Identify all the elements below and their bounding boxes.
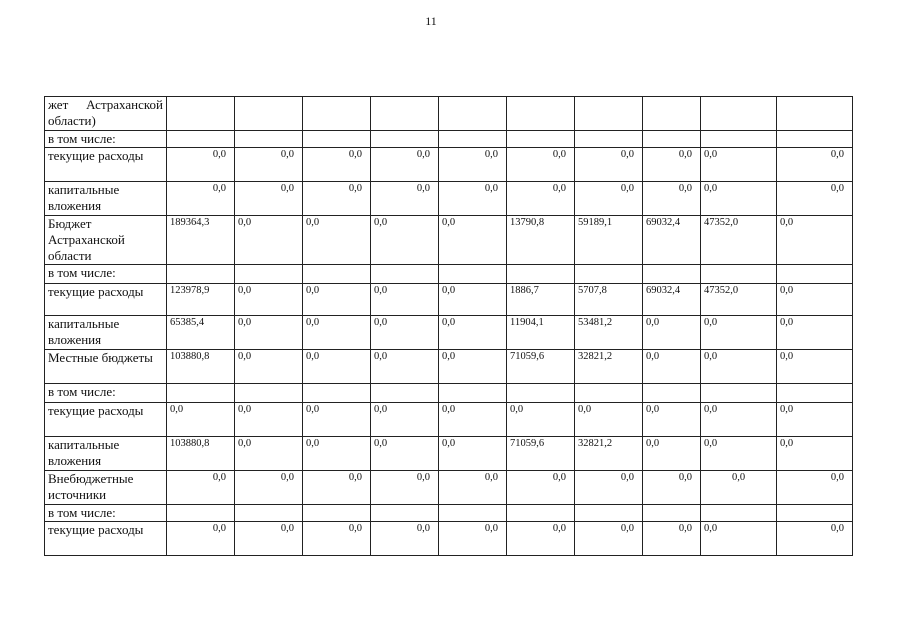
row-label: Бюджет Астраханской области: [45, 216, 167, 265]
table-row: [45, 384, 853, 403]
table-cell: [167, 505, 235, 522]
table-cell: 0,0: [235, 316, 303, 350]
table-cell: 0,0: [643, 437, 701, 471]
table-cell: 0,0: [777, 284, 853, 316]
page-number: 11: [425, 14, 437, 28]
table-cell: 0,0: [507, 182, 575, 216]
table-cell: [371, 505, 439, 522]
table-cell: 0,0: [777, 148, 853, 182]
table-cell: [439, 265, 507, 284]
row-label: текущие расходы: [45, 148, 167, 182]
table-cell: [235, 265, 303, 284]
table-cell: [643, 384, 701, 403]
table-cell: [643, 131, 701, 148]
table-cell: 0,0: [371, 522, 439, 556]
table-cell: 69032,4: [643, 216, 701, 265]
table-cell: [701, 265, 777, 284]
table-cell: 0,0: [777, 316, 853, 350]
table-cell: [575, 97, 643, 131]
row-label: капитальные вложения: [45, 316, 167, 350]
row-label: в том числе:: [45, 265, 167, 284]
table-cell: 0,0: [701, 182, 777, 216]
table-cell: 0,0: [371, 403, 439, 437]
table-cell: [371, 131, 439, 148]
table-cell: 0,0: [777, 350, 853, 384]
table-cell: [575, 505, 643, 522]
table-cell: 103880,8: [167, 437, 235, 471]
table-row: [45, 350, 853, 384]
table-row: [45, 471, 853, 505]
table-cell: [643, 265, 701, 284]
table-cell: 47352,0: [701, 216, 777, 265]
row-label: в том числе:: [45, 505, 167, 522]
table-cell: [167, 265, 235, 284]
table-row: [45, 265, 853, 284]
table-cell: [507, 97, 575, 131]
table-cell: 103880,8: [167, 350, 235, 384]
table-cell: 0,0: [303, 182, 371, 216]
table-cell: [235, 97, 303, 131]
table-row: [45, 182, 853, 216]
table-cell: [507, 384, 575, 403]
table-cell: 69032,4: [643, 284, 701, 316]
table-cell: [167, 131, 235, 148]
table-cell: 0,0: [701, 316, 777, 350]
row-label: жет Астраханской области): [45, 97, 167, 131]
row-label: в том числе:: [45, 384, 167, 403]
table-cell: 0,0: [643, 148, 701, 182]
table-cell: 0,0: [701, 522, 777, 556]
table-cell: [303, 131, 371, 148]
table-cell: 0,0: [439, 522, 507, 556]
table-cell: 0,0: [235, 522, 303, 556]
table-cell: [777, 97, 853, 131]
table-cell: 0,0: [371, 350, 439, 384]
table-cell: 0,0: [643, 182, 701, 216]
table-row: [45, 97, 853, 131]
table-cell: [701, 97, 777, 131]
row-label: в том числе:: [45, 131, 167, 148]
table-cell: 123978,9: [167, 284, 235, 316]
row-label: текущие расходы: [45, 403, 167, 437]
table-row: [45, 148, 853, 182]
table-cell: 0,0: [235, 284, 303, 316]
table-cell: 0,0: [303, 284, 371, 316]
table-cell: [777, 505, 853, 522]
table-row: [45, 403, 853, 437]
table-cell: 0,0: [701, 471, 777, 505]
table-cell: 0,0: [439, 437, 507, 471]
table-cell: [777, 265, 853, 284]
table-cell: [507, 131, 575, 148]
table-cell: [439, 505, 507, 522]
table-cell: [235, 131, 303, 148]
table-cell: 5707,8: [575, 284, 643, 316]
table-cell: 0,0: [235, 471, 303, 505]
table-cell: 0,0: [439, 284, 507, 316]
table-cell: 0,0: [507, 148, 575, 182]
table-cell: 32821,2: [575, 437, 643, 471]
table-cell: [371, 97, 439, 131]
table-cell: [371, 265, 439, 284]
table-cell: 0,0: [303, 316, 371, 350]
table-cell: 0,0: [235, 182, 303, 216]
table-cell: [701, 384, 777, 403]
table-cell: 0,0: [371, 437, 439, 471]
table-cell: [439, 384, 507, 403]
table-cell: [701, 131, 777, 148]
table-cell: 0,0: [167, 148, 235, 182]
table-cell: 0,0: [439, 316, 507, 350]
table-cell: 0,0: [575, 403, 643, 437]
table-cell: [575, 131, 643, 148]
table-cell: 0,0: [643, 316, 701, 350]
table-cell: 0,0: [371, 148, 439, 182]
table-cell: [701, 505, 777, 522]
table-cell: [507, 265, 575, 284]
table-cell: [167, 97, 235, 131]
table-cell: 189364,3: [167, 216, 235, 265]
table-cell: [371, 384, 439, 403]
table-cell: 0,0: [575, 182, 643, 216]
table-cell: 11904,1: [507, 316, 575, 350]
table-cell: 1886,7: [507, 284, 575, 316]
table-cell: 0,0: [439, 216, 507, 265]
table-cell: 0,0: [777, 403, 853, 437]
table-cell: 0,0: [701, 148, 777, 182]
table-cell: 13790,8: [507, 216, 575, 265]
table-cell: 59189,1: [575, 216, 643, 265]
table-cell: 0,0: [303, 471, 371, 505]
table-cell: 0,0: [303, 522, 371, 556]
table-cell: 0,0: [701, 437, 777, 471]
table-cell: 0,0: [643, 471, 701, 505]
table-cell: 0,0: [643, 522, 701, 556]
table-cell: 53481,2: [575, 316, 643, 350]
row-label: капитальные вложения: [45, 182, 167, 216]
table-cell: [777, 131, 853, 148]
table-cell: 0,0: [439, 182, 507, 216]
table-cell: 0,0: [235, 350, 303, 384]
table-cell: 0,0: [371, 316, 439, 350]
table-cell: 0,0: [575, 471, 643, 505]
row-label: Внебюджетные источники: [45, 471, 167, 505]
table-cell: 0,0: [167, 403, 235, 437]
row-label: капитальные вложения: [45, 437, 167, 471]
table-cell: [235, 505, 303, 522]
table-cell: 0,0: [507, 522, 575, 556]
table-cell: 0,0: [371, 471, 439, 505]
table-cell: 0,0: [439, 148, 507, 182]
table-cell: [507, 505, 575, 522]
table-cell: [439, 131, 507, 148]
table-cell: 0,0: [235, 216, 303, 265]
table-cell: [439, 97, 507, 131]
table-cell: 0,0: [439, 350, 507, 384]
table-row: [45, 505, 853, 522]
table-cell: [303, 97, 371, 131]
table-cell: 0,0: [643, 403, 701, 437]
table-row: [45, 437, 853, 471]
table-cell: 0,0: [303, 216, 371, 265]
table-cell: 71059,6: [507, 437, 575, 471]
table-cell: 0,0: [701, 350, 777, 384]
table-row: [45, 522, 853, 556]
table-cell: 71059,6: [507, 350, 575, 384]
table-cell: 0,0: [303, 437, 371, 471]
table-cell: [235, 384, 303, 403]
table-row: [45, 216, 853, 265]
table-cell: [575, 265, 643, 284]
table-row: [45, 316, 853, 350]
table-cell: 0,0: [167, 522, 235, 556]
row-label: текущие расходы: [45, 284, 167, 316]
table-cell: 47352,0: [701, 284, 777, 316]
table-cell: 0,0: [507, 403, 575, 437]
budget-table: [44, 96, 853, 556]
table-cell: 0,0: [371, 216, 439, 265]
table-cell: 0,0: [371, 284, 439, 316]
table-cell: [643, 505, 701, 522]
table-row: [45, 131, 853, 148]
table-cell: [303, 265, 371, 284]
table-cell: 0,0: [777, 437, 853, 471]
row-label: Местные бюджеты: [45, 350, 167, 384]
table-cell: 0,0: [235, 148, 303, 182]
table-cell: 0,0: [507, 471, 575, 505]
table-cell: 0,0: [235, 437, 303, 471]
table-cell: [167, 384, 235, 403]
table-cell: [575, 384, 643, 403]
table-cell: 32821,2: [575, 350, 643, 384]
table-cell: [303, 384, 371, 403]
table-cell: 0,0: [439, 471, 507, 505]
table-cell: 0,0: [371, 182, 439, 216]
table-cell: 0,0: [303, 403, 371, 437]
table-cell: 0,0: [167, 182, 235, 216]
table-cell: 0,0: [575, 522, 643, 556]
table-row: [45, 284, 853, 316]
row-label: текущие расходы: [45, 522, 167, 556]
table-cell: 65385,4: [167, 316, 235, 350]
table-cell: 0,0: [303, 148, 371, 182]
table-cell: 0,0: [575, 148, 643, 182]
table-cell: 0,0: [439, 403, 507, 437]
table-cell: [643, 97, 701, 131]
table-cell: 0,0: [643, 350, 701, 384]
table-cell: 0,0: [235, 403, 303, 437]
table-cell: 0,0: [777, 182, 853, 216]
table-cell: 0,0: [167, 471, 235, 505]
table-cell: 0,0: [777, 216, 853, 265]
table-cell: [777, 384, 853, 403]
table-cell: [303, 505, 371, 522]
table-cell: 0,0: [303, 350, 371, 384]
table-cell: 0,0: [701, 403, 777, 437]
table-cell: 0,0: [777, 471, 853, 505]
table-cell: 0,0: [777, 522, 853, 556]
